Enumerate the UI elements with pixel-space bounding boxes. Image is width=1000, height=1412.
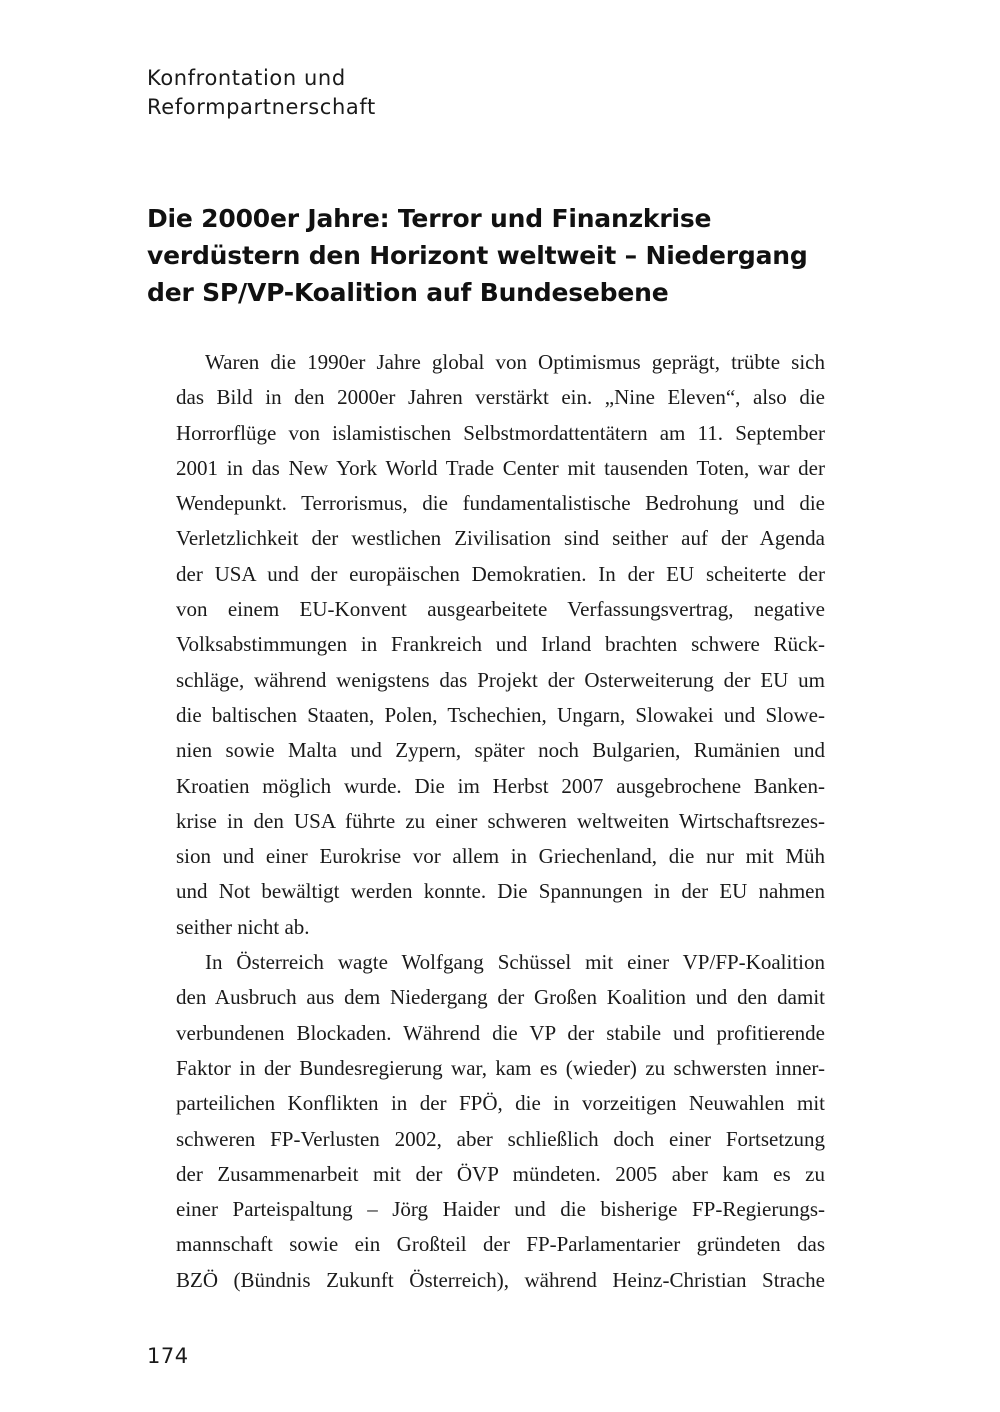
paragraph-2: [147, 945, 825, 1298]
chapter-heading-line-3: der SP/VP-Koalition auf Bundesebene: [147, 278, 669, 307]
text-line: Volksabstimmungen in Frankreich und Irland brachten schwere Rück-: [176, 632, 825, 657]
running-head-line-2: Reformpartnerschaft: [147, 95, 376, 119]
page-number: 174: [147, 1344, 189, 1368]
paragraph-1: [147, 345, 825, 945]
text-line: einer Parteispaltung – Jörg Haider und die bisherige FP-Regierungs-: [176, 1197, 825, 1222]
text-line: das Bild in den 2000er Jahren verstärkt ein. „Nine Eleven“, also die: [176, 385, 825, 410]
chapter-heading: [147, 200, 847, 311]
text-line: verbundenen Blockaden. Während die VP der stabile und profitierende: [176, 1020, 825, 1045]
text-line: Faktor in der Bundesregierung war, kam es (wieder) zu schwersten inner-: [176, 1055, 825, 1080]
text-line: Wendepunkt. Terrorismus, die fundamentalistische Bedrohung und die: [176, 491, 825, 516]
text-line: Verletzlichkeit der westlichen Zivilisation sind seither auf der Agenda: [176, 526, 825, 551]
text-line: In Österreich wagte Wolfgang Schüssel mit einer VP/FP-Koalition: [205, 950, 825, 975]
chapter-heading-line-2: verdüstern den Horizont weltweit – Niedergang: [147, 241, 808, 270]
text-line: Waren die 1990er Jahre global von Optimismus geprägt, trübte sich: [205, 350, 825, 374]
text-line: der Zusammenarbeit mit der ÖVP mündeten. 2005 aber kam es zu: [176, 1161, 825, 1186]
text-line: parteilichen Konflikten in der FPÖ, die in vorzeitigen Neuwahlen mit: [176, 1091, 825, 1116]
text-line: krise in den USA führte zu einer schweren weltweiten Wirtschaftsrezes-: [176, 808, 825, 833]
text-line: BZÖ (Bündnis Zukunft Österreich), während Heinz-Christian Strache: [176, 1267, 825, 1292]
text-line: Horrorflüge von islamistischen Selbstmordattentätern am 11. September: [176, 420, 825, 445]
running-head: [147, 64, 647, 122]
text-line: der USA und der europäischen Demokratien. In der EU scheiterte der: [176, 561, 825, 586]
text-line: von einem EU-Konvent ausgearbeitete Verfassungsvertrag, negative: [176, 597, 825, 622]
text-line: den Ausbruch aus dem Niedergang der Großen Koalition und den damit: [176, 985, 825, 1010]
text-line: schläge, während wenigstens das Projekt der Osterweiterung der EU um: [176, 667, 825, 692]
running-head-line-1: Konfrontation und: [147, 66, 346, 90]
text-line: sion und einer Eurokrise vor allem in Griechenland, die nur mit Müh: [176, 844, 825, 869]
text-line: nien sowie Malta und Zypern, später noch Bulgarien, Rumänien und: [176, 738, 825, 763]
text-line: Kroatien möglich wurde. Die im Herbst 2007 ausgebrochene Banken-: [176, 773, 825, 798]
text-line: und Not bewältigt werden konnte. Die Spannungen in der EU nahmen: [176, 879, 825, 904]
text-line: schweren FP-Verlusten 2002, aber schließlich doch einer Fortsetzung: [176, 1126, 825, 1151]
text-line: seither nicht ab.: [176, 914, 310, 939]
chapter-heading-line-1: Die 2000er Jahre: Terror und Finanzkrise: [147, 204, 712, 233]
text-line: mannschaft sowie ein Großteil der FP-Parlamentarier gründeten das: [176, 1232, 825, 1257]
body-text: [147, 345, 825, 1298]
text-line: 2001 in das New York World Trade Center mit tausenden Toten, war der: [176, 455, 825, 480]
text-line: die baltischen Staaten, Polen, Tschechien, Ungarn, Slowakei und Slowe-: [176, 702, 825, 727]
